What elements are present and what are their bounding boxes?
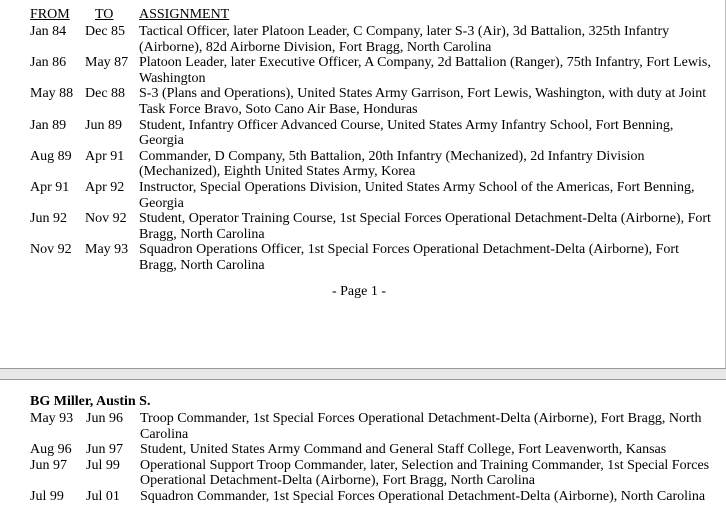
assignment-row bbox=[30, 242, 720, 273]
to-date: Dec 88 bbox=[85, 86, 126, 102]
to-date: Jun 89 bbox=[85, 117, 122, 133]
to-date: Jun 97 bbox=[86, 442, 123, 458]
to-date: Jul 99 bbox=[86, 457, 120, 473]
assignment-row bbox=[30, 149, 720, 180]
from-date: Jun 97 bbox=[30, 457, 67, 473]
header-to: TO bbox=[95, 7, 114, 22]
to-date: Dec 85 bbox=[85, 24, 126, 39]
assignment-row bbox=[30, 180, 720, 211]
from-date: Jul 99 bbox=[30, 488, 64, 504]
assignment-row bbox=[30, 458, 720, 489]
assignment-text: Troop Commander, 1st Special Forces Operational Detachment-Delta (Airborne), Fort Bragg, North Carolina bbox=[140, 411, 702, 442]
to-date: Jun 96 bbox=[86, 411, 123, 426]
to-date: Apr 92 bbox=[85, 179, 125, 195]
assignment-row bbox=[30, 118, 720, 149]
from-date: Jun 92 bbox=[30, 211, 67, 227]
from-date: Jan 89 bbox=[30, 117, 67, 133]
assignment-row bbox=[30, 442, 720, 458]
from-date: May 93 bbox=[30, 411, 74, 426]
from-date: Nov 92 bbox=[30, 242, 72, 258]
assignment-text: Student, Infantry Officer Advanced Course, United States Army Infantry School, Fort Benning, Georgia bbox=[139, 117, 674, 149]
assignment-row bbox=[30, 211, 720, 242]
assignment-text: Student, United States Army Command and General Staff College, Fort Leavenworth, Kansas bbox=[140, 442, 667, 458]
from-date: Apr 91 bbox=[30, 179, 70, 195]
page-number-footer: - Page 1 - bbox=[331, 284, 387, 299]
assignment-row bbox=[30, 489, 720, 505]
assignment-text: Commander, D Company, 5th Battalion, 20th Infantry (Mechanized), 2d Infantry Division (Mechanized), Eighth United States Army, Korea bbox=[139, 148, 645, 180]
to-date: May 93 bbox=[85, 242, 129, 258]
assignment-text: Operational Support Troop Commander, later, Selection and Training Commander, 1st Special Forces Operational Detachment-Delta (Airborne), Fort Bragg, North Carolina bbox=[140, 457, 710, 489]
from-date: May 88 bbox=[30, 86, 74, 102]
document-page-2 bbox=[0, 380, 726, 522]
assignment-list bbox=[30, 24, 720, 274]
assignment-text: S-3 (Plans and Operations), United States Army Garrison, Fort Lewis, Washington, with duty at Joint Task Force Bravo, Soto Cano Air Base, Honduras bbox=[139, 86, 707, 117]
assignment-row bbox=[30, 55, 720, 86]
header-from: FROM bbox=[30, 7, 70, 22]
from-date: Aug 96 bbox=[30, 442, 72, 458]
assignment-row bbox=[30, 24, 720, 55]
to-date: May 87 bbox=[85, 55, 129, 71]
assignment-text: Platoon Leader, later Executive Officer, A Company, 2d Battalion (Ranger), 75th Infantry, Fort Lewis, Washington bbox=[139, 55, 711, 86]
assignment-row bbox=[30, 411, 720, 442]
from-date: Aug 89 bbox=[30, 148, 72, 164]
assignment-text: Tactical Officer, later Platoon Leader, C Company, later S-3 (Air), 3d Battalion, 325th Infantry (Airborne), 82d Airborne Division, Fort Bragg, North Carolina bbox=[139, 24, 670, 55]
to-date: Jul 01 bbox=[86, 488, 120, 504]
assignment-text: Student, Operator Training Course, 1st Special Forces Operational Detachment-Delta (Airborne), Fort Bragg, North Carolina bbox=[139, 211, 711, 242]
page-break-divider bbox=[0, 368, 726, 380]
header-assignment: ASSIGNMENT bbox=[139, 7, 230, 22]
assignment-row bbox=[30, 86, 720, 117]
from-date: Jan 86 bbox=[30, 55, 67, 71]
from-date: Jan 84 bbox=[30, 24, 67, 39]
running-header-name: BG Miller, Austin S. bbox=[30, 394, 151, 409]
assignment-text: Squadron Commander, 1st Special Forces Operational Detachment-Delta (Airborne), North Carolina bbox=[140, 488, 706, 504]
assignment-text: Squadron Operations Officer, 1st Special Forces Operational Detachment-Delta (Airborne), Fort Bragg, North Carolina bbox=[139, 242, 679, 273]
assignment-text: Instructor, Special Operations Division, United States Army School of the Americas, Fort Benning, Georgia bbox=[139, 179, 695, 211]
to-date: Nov 92 bbox=[85, 211, 127, 227]
assignment-list bbox=[30, 411, 720, 505]
to-date: Apr 91 bbox=[85, 148, 125, 164]
